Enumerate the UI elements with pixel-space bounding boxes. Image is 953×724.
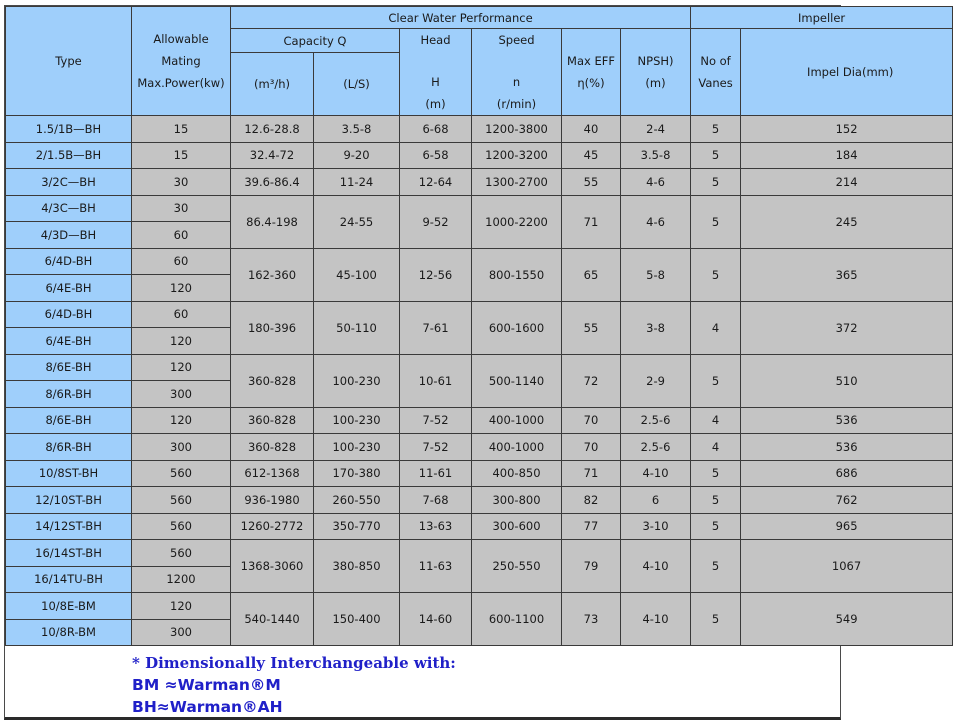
capacity-ls-cell: 150-400 — [314, 593, 400, 646]
speed-cell: 800-1550 — [472, 248, 562, 301]
speed-cell: 600-1600 — [472, 301, 562, 354]
speed-header-line1: Speed — [498, 33, 535, 47]
power-cell: 300 — [132, 381, 231, 408]
dia-cell: 214 — [741, 169, 953, 196]
dia-cell: 536 — [741, 407, 953, 434]
head-cell: 13-63 — [400, 513, 472, 540]
speed-cell: 400-1000 — [472, 434, 562, 461]
eff-cell: 73 — [562, 593, 621, 646]
npsh-cell: 4-10 — [621, 460, 691, 487]
capacity-ls-cell: 350-770 — [314, 513, 400, 540]
capacity-ls-cell: 260-550 — [314, 487, 400, 514]
vanes-cell: 5 — [691, 513, 741, 540]
table-row — [6, 407, 953, 434]
dia-cell: 245 — [741, 195, 953, 248]
dia-cell: 762 — [741, 487, 953, 514]
capacity-m3h-cell: 162-360 — [231, 248, 314, 301]
npsh-cell: 2-9 — [621, 354, 691, 407]
capacity-ls-cell: 24-55 — [314, 195, 400, 248]
type-cell: 2/1.5B—BH — [6, 142, 132, 169]
type-header: Type — [6, 7, 132, 116]
table-row — [6, 248, 953, 275]
dia-cell: 549 — [741, 593, 953, 646]
power-cell: 120 — [132, 407, 231, 434]
capacity-ls-cell: 170-380 — [314, 460, 400, 487]
table-row — [6, 301, 953, 328]
capacity-ls-cell: 50-110 — [314, 301, 400, 354]
npsh-cell: 2-4 — [621, 116, 691, 143]
vanes-cell: 4 — [691, 434, 741, 461]
head-cell: 10-61 — [400, 354, 472, 407]
capacity-m3h-cell: 12.6-28.8 — [231, 116, 314, 143]
dia-cell: 152 — [741, 116, 953, 143]
speed-header-line2: n — [512, 75, 521, 89]
npsh-cell: 2.5-6 — [621, 434, 691, 461]
npsh-cell: 4-6 — [621, 169, 691, 196]
npsh-header-line2: (m) — [645, 76, 666, 90]
capacity-ls-cell: 100-230 — [314, 407, 400, 434]
power-cell: 30 — [132, 169, 231, 196]
speed-cell: 500-1140 — [472, 354, 562, 407]
power-cell: 120 — [132, 275, 231, 302]
pump-rows — [6, 116, 953, 646]
type-cell: 8/6R-BH — [6, 434, 132, 461]
type-cell: 10/8E-BM — [6, 593, 132, 620]
eff-cell: 71 — [562, 195, 621, 248]
type-cell: 6/4D-BH — [6, 248, 132, 275]
npsh-cell: 3-10 — [621, 513, 691, 540]
power-cell: 120 — [132, 354, 231, 381]
power-cell: 560 — [132, 487, 231, 514]
eff-cell: 77 — [562, 513, 621, 540]
capacity-ls-cell: 100-230 — [314, 354, 400, 407]
table-row — [6, 593, 953, 620]
type-cell: 4/3C—BH — [6, 195, 132, 222]
speed-header — [472, 29, 562, 116]
eff-cell: 55 — [562, 169, 621, 196]
capacity-m3h-cell: 180-396 — [231, 301, 314, 354]
table-row — [6, 460, 953, 487]
power-header-line3: Max.Power(kw) — [137, 76, 225, 90]
type-cell: 6/4E-BH — [6, 328, 132, 355]
eff-header-line1: Max EFF — [567, 54, 615, 68]
vanes-cell: 5 — [691, 248, 741, 301]
npsh-cell: 6 — [621, 487, 691, 514]
head-cell: 14-60 — [400, 593, 472, 646]
eff-cell: 45 — [562, 142, 621, 169]
capacity-m3h-cell: 936-1980 — [231, 487, 314, 514]
vanes-header — [691, 29, 741, 116]
eff-header-line2: η(%) — [577, 76, 605, 90]
table-row — [6, 169, 953, 196]
capacity-m3h-header: (m³/h) — [231, 53, 314, 116]
dia-header: Impel Dia(mm) — [741, 29, 953, 116]
table-row — [6, 116, 953, 143]
dia-cell: 686 — [741, 460, 953, 487]
capacity-m3h-cell: 612-1368 — [231, 460, 314, 487]
vanes-cell: 5 — [691, 116, 741, 143]
vanes-cell: 5 — [691, 195, 741, 248]
speed-cell: 1000-2200 — [472, 195, 562, 248]
type-cell: 1.5/1B—BH — [6, 116, 132, 143]
power-cell: 300 — [132, 434, 231, 461]
table-row — [6, 434, 953, 461]
eff-header — [562, 29, 621, 116]
capacity-ls-cell: 11-24 — [314, 169, 400, 196]
npsh-cell: 2.5-6 — [621, 407, 691, 434]
eff-cell: 70 — [562, 407, 621, 434]
npsh-cell: 3.5-8 — [621, 142, 691, 169]
vanes-cell: 5 — [691, 169, 741, 196]
dia-cell: 1067 — [741, 540, 953, 593]
power-header-line1: Allowable — [153, 32, 209, 46]
type-cell: 10/8ST-BH — [6, 460, 132, 487]
vanes-cell: 5 — [691, 354, 741, 407]
capacity-m3h-cell: 540-1440 — [231, 593, 314, 646]
capacity-ls-cell: 45-100 — [314, 248, 400, 301]
vanes-cell: 4 — [691, 301, 741, 354]
head-cell: 6-68 — [400, 116, 472, 143]
dia-cell: 365 — [741, 248, 953, 301]
vanes-cell: 5 — [691, 142, 741, 169]
vanes-cell: 5 — [691, 540, 741, 593]
table-row — [6, 513, 953, 540]
capacity-header: Capacity Q — [231, 29, 400, 53]
head-header-line1: Head — [420, 33, 451, 47]
notes-line1: * Dimensionally Interchangeable with: — [132, 654, 456, 672]
capacity-m3h-cell: 86.4-198 — [231, 195, 314, 248]
power-cell: 60 — [132, 248, 231, 275]
performance-header: Clear Water Performance — [231, 7, 691, 29]
vanes-cell: 4 — [691, 407, 741, 434]
dia-cell: 372 — [741, 301, 953, 354]
table-row — [6, 195, 953, 222]
speed-cell: 300-800 — [472, 487, 562, 514]
head-header — [400, 29, 472, 116]
notes-line3: BH≈Warman®AH — [132, 698, 283, 716]
npsh-cell: 3-8 — [621, 301, 691, 354]
interchangeability-notes — [132, 652, 456, 718]
power-cell: 30 — [132, 195, 231, 222]
npsh-cell: 4-10 — [621, 540, 691, 593]
capacity-ls-header: (L/S) — [314, 53, 400, 116]
speed-cell: 250-550 — [472, 540, 562, 593]
speed-cell: 300-600 — [472, 513, 562, 540]
power-header — [132, 7, 231, 116]
notes-line2: BM ≈Warman®M — [132, 676, 281, 694]
capacity-m3h-cell: 32.4-72 — [231, 142, 314, 169]
head-cell: 12-64 — [400, 169, 472, 196]
eff-cell: 72 — [562, 354, 621, 407]
eff-cell: 71 — [562, 460, 621, 487]
eff-cell: 40 — [562, 116, 621, 143]
npsh-cell: 4-10 — [621, 593, 691, 646]
head-cell: 6-58 — [400, 142, 472, 169]
eff-cell: 82 — [562, 487, 621, 514]
power-cell: 15 — [132, 142, 231, 169]
power-cell: 120 — [132, 593, 231, 620]
head-header-line3: (m) — [425, 97, 446, 111]
type-cell: 8/6E-BH — [6, 354, 132, 381]
capacity-m3h-cell: 1368-3060 — [231, 540, 314, 593]
capacity-m3h-cell: 360-828 — [231, 434, 314, 461]
power-cell: 15 — [132, 116, 231, 143]
type-cell: 12/10ST-BH — [6, 487, 132, 514]
head-cell: 7-61 — [400, 301, 472, 354]
table-row — [6, 540, 953, 567]
head-cell: 7-68 — [400, 487, 472, 514]
dia-cell: 536 — [741, 434, 953, 461]
type-cell: 6/4E-BH — [6, 275, 132, 302]
head-cell: 12-56 — [400, 248, 472, 301]
speed-cell: 1200-3800 — [472, 116, 562, 143]
capacity-m3h-cell: 39.6-86.4 — [231, 169, 314, 196]
power-header-line2: Mating — [161, 54, 201, 68]
capacity-ls-cell: 9-20 — [314, 142, 400, 169]
type-cell: 8/6R-BH — [6, 381, 132, 408]
eff-cell: 65 — [562, 248, 621, 301]
type-cell: 6/4D-BH — [6, 301, 132, 328]
type-cell: 16/14TU-BH — [6, 566, 132, 593]
eff-cell: 79 — [562, 540, 621, 593]
impeller-header: Impeller — [691, 7, 953, 29]
power-cell: 60 — [132, 222, 231, 249]
head-cell: 9-52 — [400, 195, 472, 248]
head-header-line2: H — [431, 75, 440, 89]
speed-cell: 1200-3200 — [472, 142, 562, 169]
speed-cell: 400-1000 — [472, 407, 562, 434]
vanes-cell: 5 — [691, 593, 741, 646]
eff-cell: 70 — [562, 434, 621, 461]
npsh-header — [621, 29, 691, 116]
head-cell: 11-61 — [400, 460, 472, 487]
dia-cell: 184 — [741, 142, 953, 169]
capacity-m3h-cell: 1260-2772 — [231, 513, 314, 540]
vanes-header-line2: Vanes — [698, 76, 733, 90]
speed-header-line3: (r/min) — [496, 97, 537, 111]
vanes-header-line1: No of — [700, 54, 731, 68]
power-cell: 560 — [132, 460, 231, 487]
head-cell: 11-63 — [400, 540, 472, 593]
speed-cell: 1300-2700 — [472, 169, 562, 196]
spec-table-frame — [4, 5, 894, 720]
capacity-m3h-cell: 360-828 — [231, 354, 314, 407]
power-cell: 560 — [132, 540, 231, 567]
type-cell: 16/14ST-BH — [6, 540, 132, 567]
capacity-m3h-cell: 360-828 — [231, 407, 314, 434]
dia-cell: 510 — [741, 354, 953, 407]
npsh-cell: 5-8 — [621, 248, 691, 301]
pump-performance-table — [5, 6, 953, 646]
speed-cell: 600-1100 — [472, 593, 562, 646]
vanes-cell: 5 — [691, 460, 741, 487]
type-cell: 10/8R-BM — [6, 619, 132, 646]
power-cell: 1200 — [132, 566, 231, 593]
dia-cell: 965 — [741, 513, 953, 540]
capacity-ls-cell: 100-230 — [314, 434, 400, 461]
capacity-ls-cell: 3.5-8 — [314, 116, 400, 143]
type-cell: 3/2C—BH — [6, 169, 132, 196]
npsh-cell: 4-6 — [621, 195, 691, 248]
speed-cell: 400-850 — [472, 460, 562, 487]
table-row — [6, 142, 953, 169]
type-cell: 14/12ST-BH — [6, 513, 132, 540]
vanes-cell: 5 — [691, 487, 741, 514]
head-cell: 7-52 — [400, 407, 472, 434]
table-row — [6, 487, 953, 514]
type-cell: 4/3D—BH — [6, 222, 132, 249]
power-cell: 60 — [132, 301, 231, 328]
power-cell: 120 — [132, 328, 231, 355]
head-cell: 7-52 — [400, 434, 472, 461]
power-cell: 300 — [132, 619, 231, 646]
power-cell: 560 — [132, 513, 231, 540]
capacity-ls-cell: 380-850 — [314, 540, 400, 593]
eff-cell: 55 — [562, 301, 621, 354]
table-row — [6, 354, 953, 381]
type-cell: 8/6E-BH — [6, 407, 132, 434]
npsh-header-line1: NPSH) — [637, 54, 674, 68]
